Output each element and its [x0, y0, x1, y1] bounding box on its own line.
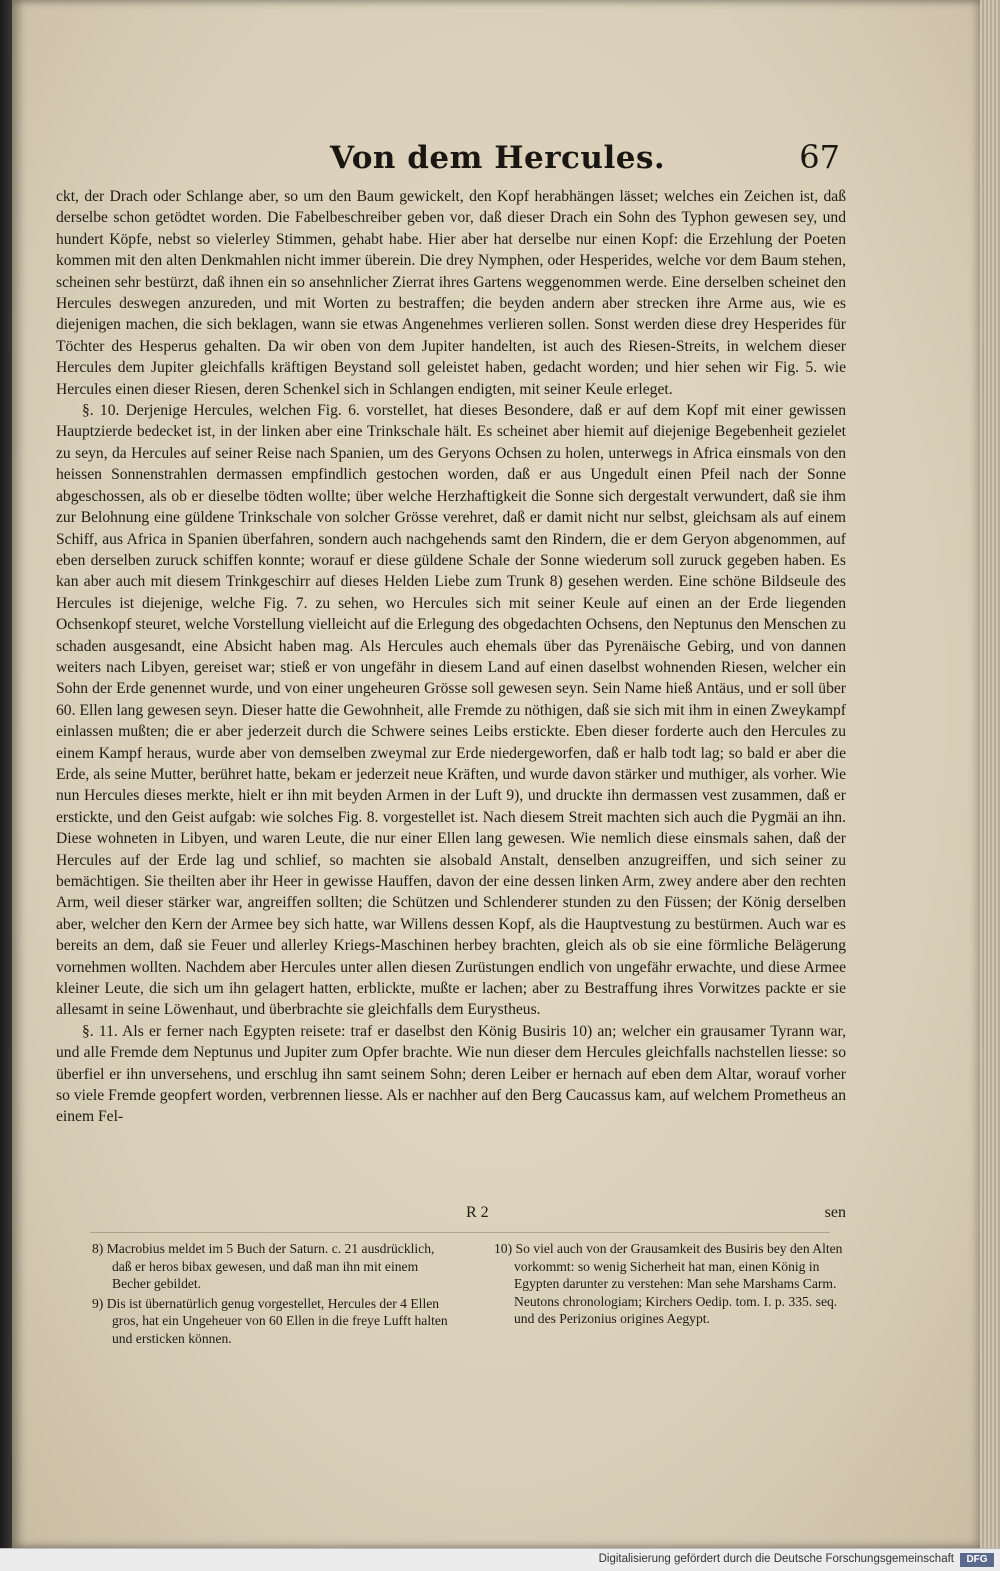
page-header	[330, 140, 840, 186]
digitization-credit: Digitalisierung gefördert durch die Deutsche Forschungsgemeinschaft	[598, 1553, 954, 1565]
footnote-divider	[90, 1232, 830, 1233]
signature-mark: R 2	[466, 1204, 489, 1221]
main-text	[56, 186, 846, 1128]
catchword: sen	[824, 1204, 846, 1221]
footnote-8: 8) Macrobius meldet im 5 Buch der Saturn. c. 21 ausdrücklich, daß er heros bibax gewesen, und daß man ihn mit einem Becher gebildet.	[92, 1241, 435, 1291]
running-title: Von dem Hercules.	[330, 140, 666, 176]
footnote-10: 10) So viel auch von der Grausamkeit des Busiris bey den Alten vorkommt: so wenig Sicherheit hat man, einen König in Egypten darunter zu verstehen: Man sehe Marshams Carm. Neutons chronologiam; Kirchers Oedip. tom. I. p. 335. seq. und des Perizonius origines Aegypt.	[494, 1241, 843, 1326]
signature-line	[56, 1204, 846, 1226]
paragraph-section-11: §. 11. Als er ferner nach Egypten reisete: traf er daselbst den König Busiris 10) an; welcher ein grausamer Tyrann war, und alle Fremde dem Neptunus und Jupiter zum Opfer brachte. Wie nun dieser dem Hercules gleichfalls nachstellen liesse: so überfiel er ihn unversehens, und erschlug ihn samt seinem Sohn; deren Leiber er hernach auf eben dem Altar, worauf vorher so viele Fremde geopfert worden, verbrennen liesse. Als er nachher auf den Berg Caucassus kam, auf welchem Prometheus an einem Fel-	[56, 1022, 846, 1126]
footnotes-left-column	[92, 1240, 457, 1349]
page-edges	[980, 0, 1000, 1548]
paragraph-continuation: ckt, der Drach oder Schlange aber, so um den Baum gewickelt, den Kopf herabhängen lässet; welches ein Zeichen ist, daß derselbe schon getödtet worden. Die Fabelbeschreiber geben vor, daß dieser Drach ein Sohn des Typhon gewesen sey, und hundert Köpfe, nebst so vielerley Stimmen, gehabt habe. Hier aber hat derselbe nur einen Kopf: die Erzehlung der Poeten kommen mit den alten Denkmahlen nicht immer überein. Die drey Nymphen, oder Hesperides, welche vor dem Baum stehen, scheinen sehr bestürzt, daß ihnen ein so ansehnlicher Zierrat ihres Gartens weggenommen werde. Eine derselben scheinet den Hercules deswegen anzureden, und mit Worten zu bestraffen; die beyden andern aber strecken ihre Arme aus, wie es diejenigen machen, die sich beklagen, wann sie etwas Angenehmes verlieren sollen. Sonst werden diese drey Hesperides für Töchter des Hesperus gehalten. Da wir oben von dem Jupiter handelten, ist auch des Riesen-Streits, in welchem dieser Hercules dem Jupiter gleichfalls kräftigen Beystand soll geleistet haben, gedacht worden; und hier sehen wir Fig. 5. wie Hercules einen dieser Riesen, deren Schenkel sich in Schlangen endigten, mit seiner Keule erleget.	[56, 188, 846, 398]
page-number: 67	[799, 138, 840, 176]
credit-bar	[0, 1548, 1000, 1571]
footnote-9: 9) Dis ist übernatürlich genug vorgestellet, Hercules der 4 Ellen gros, hat ein Ungeheuer von 60 Ellen in die freye Lufft halten und ersticken können.	[92, 1295, 448, 1346]
dfg-logo: DFG	[960, 1553, 994, 1567]
paragraph-section-10: §. 10. Derjenige Hercules, welchen Fig. 6. vorstellet, hat dieses Besondere, daß er auf dem Kopf mit einer gewissen Hauptzierde bedecket ist, in der linken aber eine Trinkschale hält. Es scheinet aber hiemit auf diejenige Begebenheit gezielet zu seyn, da Hercules auf seiner Reise nach Spanien, um des Geryons Ochsen zu holen, unterwegs in Africa einsmals von den heissen Sonnenstrahlen dermassen empfindlich gestochen worden, daß er aus Ungedult einen Pfeil nach der Sonne abgeschossen, als ob er dieselbe tödten wollte; über welche Herzhaftigkeit die Sonne sich dergestalt verwundert, daß sie ihm zur Belohnung eine güldene Trinkschale von solcher Grösse verehret, daß er damit nicht nur selbst, gleichsam als auf einem Schiff, aus Africa in Spanien überfahren, sondern auch nachgehends samt den Rindern, die er dem Geryon abgenommen, auf eben derselben zuruck schiffen konnte; worauf er diese güldene Schale der Sonne wiederum soll zuruck gegeben haben. Es kan aber auch mit diesem Trinkgeschirr auf dieses Helden Liebe zum Trunk 8) gesehen werden. Eine schöne Bildseule des Hercules ist diejenige, welche Fig. 7. zu sehen, wo Hercules sich mit seiner Keule auf einen an der Erde liegenden Ochsenkopf steuret, welche Vorstellung vielleicht auf die Erlegung des obgedachten Ochsens, den Neptunus den Menschen zu schaden ausgesandt, eine Absicht haben mag. Als Hercules auch ehemals über das Pyrenäische Gebirg, und von dannen weiters nach Libyen, gereiset war; stieß er von ungefähr in diesem Land auf einen daselbst wohnenden Riesen, welcher ein Sohn der Erde genennet wurde, und von einer ungeheuren Grösse soll gewesen seyn. Sein Name hieß Antäus, und er soll über 60. Ellen lang gewesen seyn. Dieser hatte die Gewohnheit, alle Fremde zu nöthigen, daß sie sich mit ihm in einen Zweykampf einlassen mußten; die er aber jederzeit durch die Schwere seines Leibs erstickte. Eben dieser forderte auch den Hercules zu einem Kampf heraus, wurde aber von demselben zweymal zur Erde niedergeworfen, daß er halb todt lag; so bald er aber die Erde, als seine Mutter, berühret hatte, bekam er jederzeit neue Kräften, und wurde davon stärker und muthiger, als vorher. Wie nun Hercules dieses merkte, hielt er ihn mit beyden Armen in der Luft 9), und druckte ihn dermassen vest zusammen, daß er erstickte, und den Geist aufgab: wie solches Fig. 8. vorgestellet ist. Nach diesem Streit machten sich auch die Pygmäi an ihn. Diese wohneten in Libyen, und waren Leute, die nur einer Ellen lang gewesen. Wie nemlich diese einsmals sahen, daß der Hercules auf der Erde lag und schlief, so machten sie alsobald Anstalt, denselben anzugreiffen, und sich seiner zu bemächtigen. Sie theilten aber ihr Heer in gewisse Hauffen, davon der eine dessen linken Arm, zwey andere aber den rechten Arm, weil dieser stärker war, angreiffen sollten; die Schützen und Schlenderer stunden zu den Füssen; der König derselben aber, welcher den Kern der Armee bey sich hatte, war Willens dessen Kopf, als die Hauptvestung zu bestürmen. Auch war es bereits an dem, daß sie Feuer und allerley Kriegs-Maschinen herbey brachten, gleich als ob sie eine förmliche Belägerung vornehmen wollten. Nachdem aber Hercules unter allen diesen Zurüstungen endlich von ungefähr erwachte, und diese Armee kleiner Leute, die sich um ihn gelagert hatten, erblickte, mußte er lachen; aber zu Bestraffung ihres Vorwitzes packte er sie allesamt in seine Löwenhaut, und überbrachte sie gleichfalls dem Eurystheus.	[56, 402, 846, 1019]
book-spine-shadow	[0, 0, 12, 1548]
footnotes-right-column	[494, 1240, 854, 1330]
